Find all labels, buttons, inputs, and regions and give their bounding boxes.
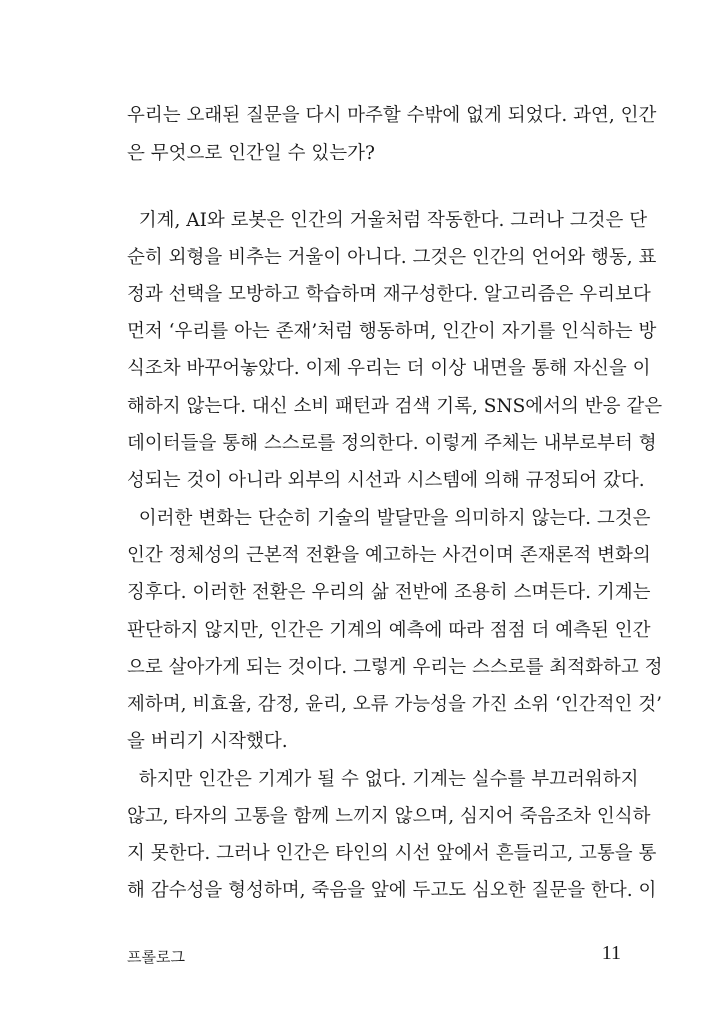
text-line: 우리는 오래된 질문을 다시 마주할 수밖에 없게 되었다. 과연, 인간 — [127, 105, 657, 126]
text-line: 을 버리기 시작했다. — [127, 731, 288, 752]
text-line: 판단하지 않지만, 인간은 기계의 예측에 따라 점점 더 예측된 인간 — [127, 620, 651, 641]
page-number: 11 — [601, 942, 621, 964]
text-line: 은 무엇으로 인간일 수 있는가? — [127, 143, 375, 164]
text-line: 지 못한다. 그러나 인간은 타인의 시선 앞에서 흔들리고, 고통을 통 — [127, 843, 657, 864]
text-line: 해 감수성을 형성하며, 죽음을 앞에 두고도 심오한 질문을 한다. 이 — [127, 880, 657, 901]
text-line: 순히 외형을 비추는 거울이 아니다. 그것은 인간의 언어와 행동, 표 — [127, 247, 657, 268]
text-line: 제하며, 비효율, 감정, 윤리, 오류 가능성을 가진 소위 ‘인간적인 것’ — [127, 694, 662, 715]
text-line: 기계, AI와 로봇은 인간의 거울처럼 작동한다. 그러나 그것은 단 — [127, 210, 648, 231]
text-line: 식조차 바꾸어놓았다. 이제 우리는 더 이상 내면을 통해 자신을 이 — [127, 358, 651, 379]
text-line: 으로 살아가게 되는 것이다. 그렇게 우리는 스스로를 최적화하고 정 — [127, 657, 663, 678]
text-line: 해하지 않는다. 대신 소비 패턴과 검색 기록, SNS에서의 반응 같은 — [127, 396, 663, 417]
text-line: 하지만 인간은 기계가 될 수 없다. 기계는 실수를 부끄러워하지 — [127, 769, 639, 790]
running-footer-title: 프롤로그 — [127, 948, 185, 966]
text-line: 데이터들을 통해 스스로를 정의한다. 이렇게 주체는 내부로부터 형 — [127, 433, 657, 454]
text-line: 먼저 ‘우리를 아는 존재’처럼 행동하며, 인간이 자기를 인식하는 방 — [127, 321, 657, 342]
text-line: 이러한 변화는 단순히 기술의 발달만을 의미하지 않는다. 그것은 — [127, 508, 651, 529]
text-line: 정과 선택을 모방하고 학습하며 재구성한다. 알고리즘은 우리보다 — [127, 284, 651, 305]
text-line: 않고, 타자의 고통을 함께 느끼지 않으며, 심지어 죽음조차 인식하 — [127, 806, 651, 827]
text-line: 징후다. 이러한 전환은 우리의 삶 전반에 조용히 스며든다. 기계는 — [127, 582, 651, 603]
text-line: 인간 정체성의 근본적 전환을 예고하는 사건이며 존재론적 변화의 — [127, 545, 651, 566]
text-line: 성되는 것이 아니라 외부의 시선과 시스템에 의해 규정되어 갔다. — [127, 470, 645, 491]
